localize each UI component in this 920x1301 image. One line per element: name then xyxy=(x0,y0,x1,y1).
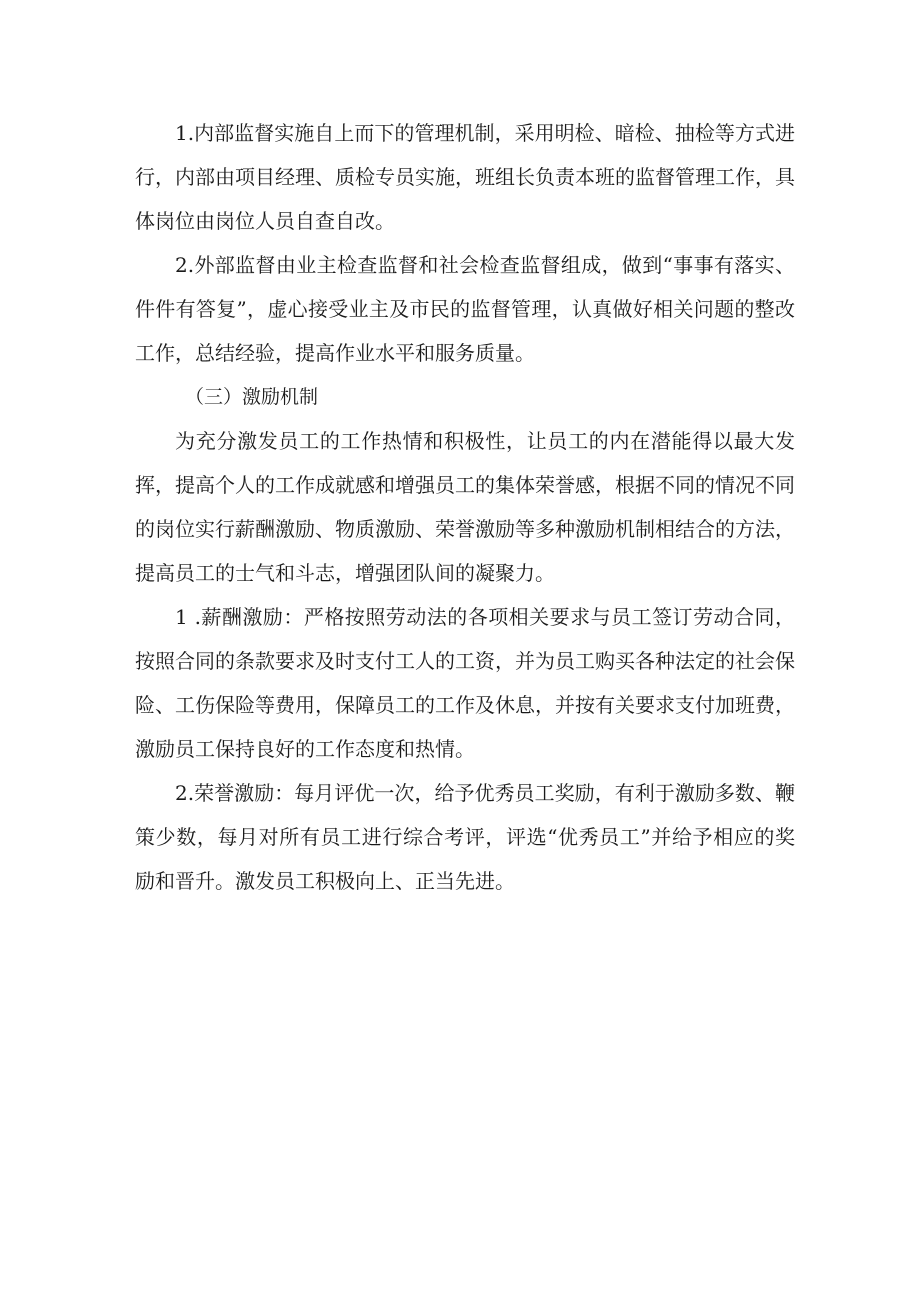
paragraph-incentive-intro: 为充分激发员工的工作热情和积极性，让员工的内在潜能得以最大发挥，提高个人的工作成就感和增强员工的集体荣誉感，根据不同的情况不同的岗位实行薪酬激励、物质激励、荣誉激励等多种激励机制相结合的方法，提高员工的士气和斗志，增强团队间的凝聚力。 xyxy=(135,429,795,585)
paragraph-external-supervision: 2.外部监督由业主检查监督和社会检查监督组成，做到“事事有落实、件件有答复”，虚心接受业主及市民的监督管理，认真做好相关问题的整改工作，总结经验，提高作业水平和服务质量。 xyxy=(135,253,795,365)
paragraph-salary-incentive: 1 .薪酬激励：严格按照劳动法的各项相关要求与员工签订劳动合同，按照合同的条款要求及时支付工人的工资，并为员工购买各种法定的社会保险、工伤保险等费用，保障员工的工作及休息，并按有关要求支付加班费，激励员工保持良好的工作态度和热情。 xyxy=(135,605,795,761)
paragraph-honor-incentive: 2.荣誉激励：每月评优一次，给予优秀员工奖励，有利于激励多数、鞭策少数，每月对所有员工进行综合考评，评选“优秀员工”并给予相应的奖励和晋升。激发员工积极向上、正当先进。 xyxy=(135,781,795,893)
paragraph-internal-supervision: 1.内部监督实施自上而下的管理机制，采用明检、暗检、抽检等方式进行，内部由项目经理、质检专员实施，班组长负责本班的监督管理工作，具体岗位由岗位人员自查自改。 xyxy=(135,121,795,233)
document-body xyxy=(135,111,795,903)
section-heading-incentive-mechanism: （三）激励机制 xyxy=(185,386,319,408)
